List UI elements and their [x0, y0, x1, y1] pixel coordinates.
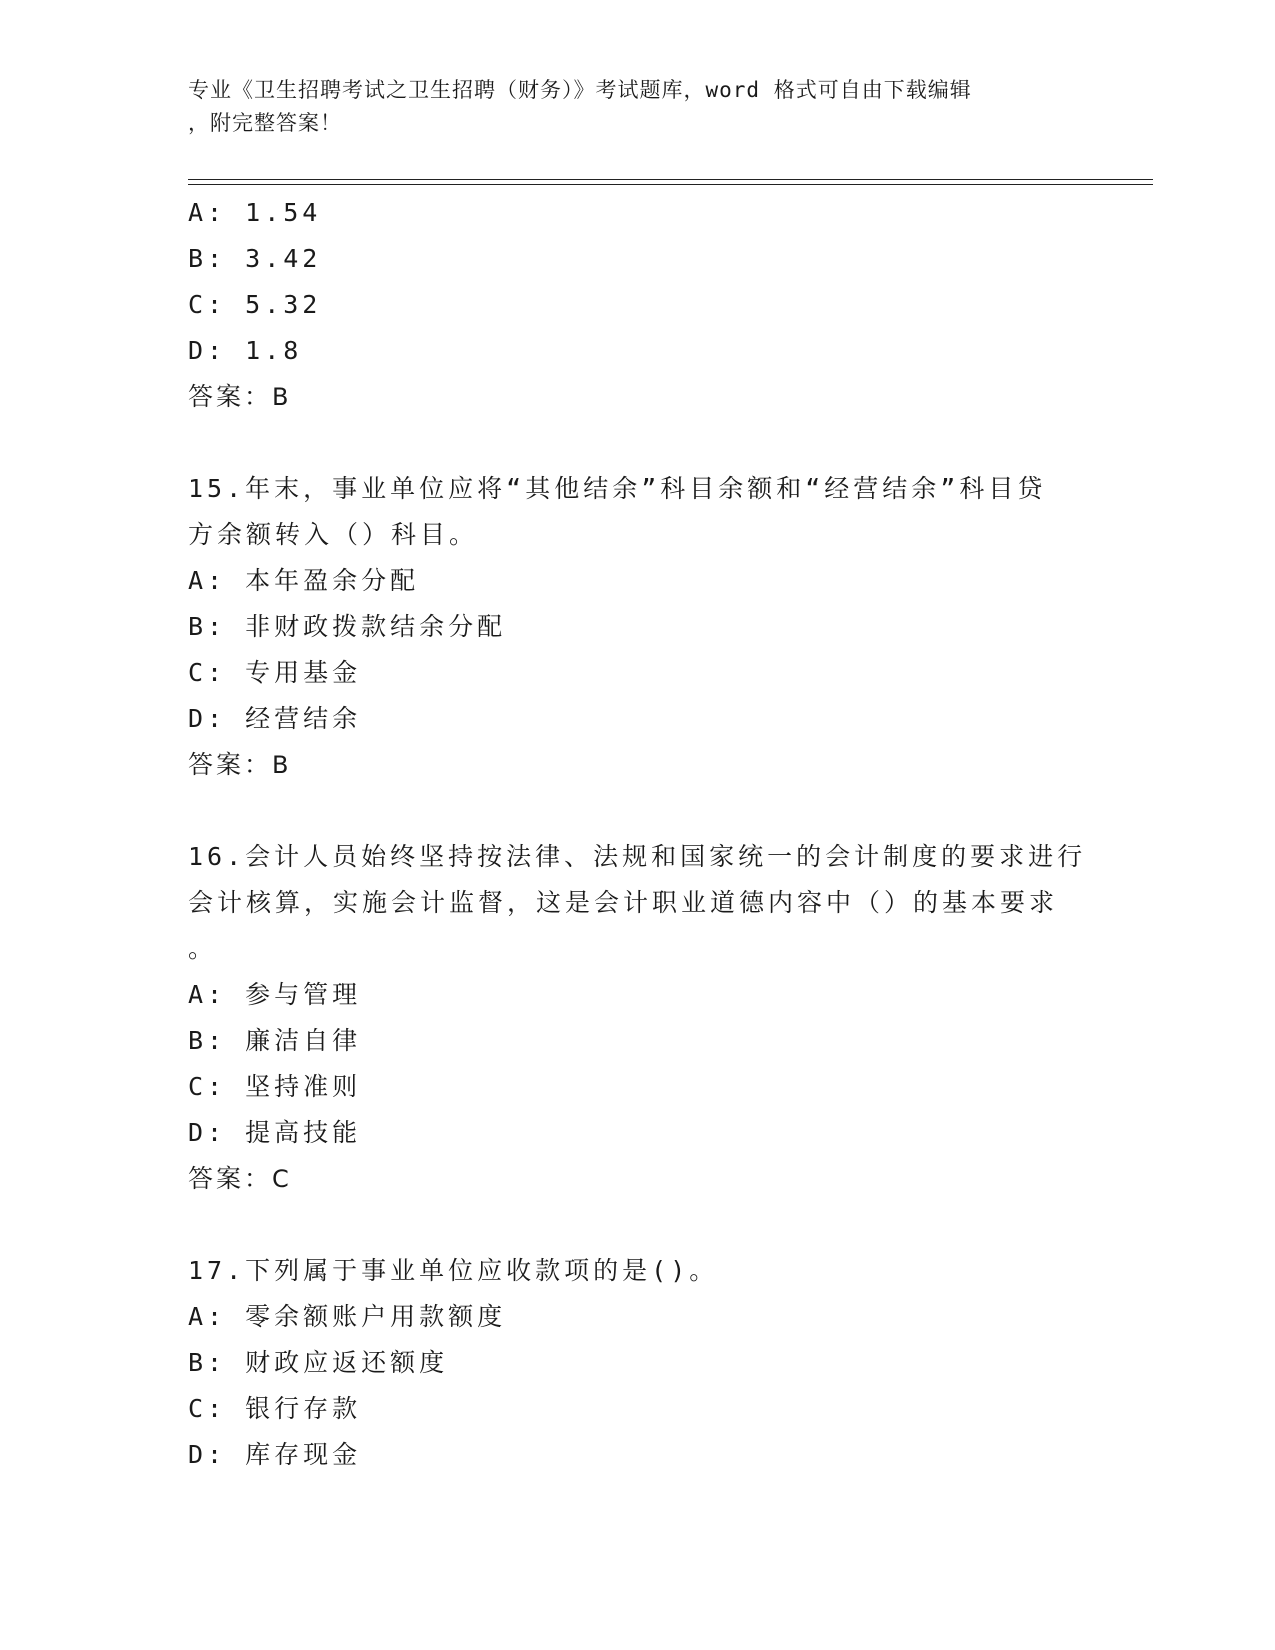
- option-d: D: 1.8: [188, 336, 303, 365]
- answer-key: C: [272, 1165, 289, 1193]
- option-b: B: 3.42: [188, 244, 322, 273]
- spacer: [188, 788, 1088, 834]
- option-c: C: 银行存款: [188, 1394, 362, 1423]
- answer-label: 答案：: [188, 382, 273, 411]
- document-header: [188, 74, 1088, 140]
- option-a: A: 1.54: [188, 198, 322, 227]
- option-b: B: 非财政拨款结余分配: [188, 612, 507, 641]
- answer-label: 答案：: [188, 750, 273, 779]
- option-a: A: 零余额账户用款额度: [188, 1302, 507, 1331]
- option-c: C: 5.32: [188, 290, 322, 319]
- answer-label: 答案：: [188, 1164, 273, 1193]
- header-divider-top: [188, 179, 1153, 180]
- document-body: [188, 190, 1088, 1478]
- option-d: D: 经营结余: [188, 704, 362, 733]
- header-line-1: 专业《卫生招聘考试之卫生招聘（财务）》考试题库，word 格式可自由下载编辑: [188, 78, 972, 102]
- question-14-block: [188, 190, 1088, 420]
- header-divider-bottom: [188, 184, 1153, 185]
- question-17-block: [188, 1248, 1088, 1478]
- question-stem-line: 16.会计人员始终坚持按法律、法规和国家统一的会计制度的要求进行: [188, 842, 1087, 871]
- question-stem-line: 会计核算，实施会计监督，这是会计职业道德内容中（）的基本要求: [188, 888, 1059, 917]
- question-stem-line: 方余额转入（）科目。: [188, 520, 479, 549]
- question-15-block: [188, 466, 1088, 788]
- option-c: C: 专用基金: [188, 658, 362, 687]
- option-a: A: 参与管理: [188, 980, 362, 1009]
- option-d: D: 库存现金: [188, 1440, 362, 1469]
- option-b: B: 廉洁自律: [188, 1026, 362, 1055]
- answer-line: [188, 742, 1088, 788]
- question-stem-line: 17.下列属于事业单位应收款项的是()。: [188, 1256, 719, 1285]
- question-stem-line: 15.年末，事业单位应将“其他结余”科目余额和“经营结余”科目贷: [188, 474, 1047, 503]
- option-b: B: 财政应返还额度: [188, 1348, 449, 1377]
- spacer: [188, 1202, 1088, 1248]
- spacer: [188, 420, 1088, 466]
- question-16-block: [188, 834, 1088, 1202]
- answer-key: B: [272, 383, 289, 411]
- option-d: D: 提高技能: [188, 1118, 362, 1147]
- answer-key: B: [272, 751, 289, 779]
- header-line-2: ，附完整答案！: [188, 111, 342, 135]
- answer-line: [188, 374, 1088, 420]
- option-c: C: 坚持准则: [188, 1072, 362, 1101]
- option-a: A: 本年盈余分配: [188, 566, 420, 595]
- answer-line: [188, 1156, 1088, 1202]
- question-stem-line: 。: [188, 934, 218, 963]
